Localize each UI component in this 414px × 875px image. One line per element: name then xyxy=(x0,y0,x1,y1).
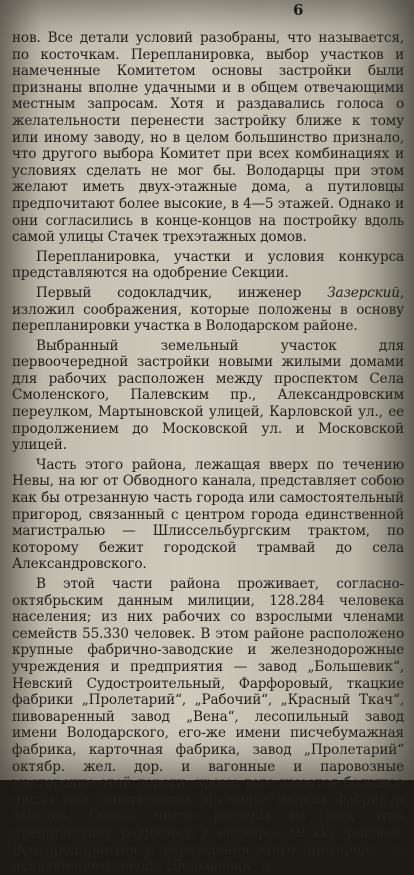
paragraph: Выбранный земельный участок для первоочередной застройки новыми жилыми домами для рабочих расположен между проспектом Села Смоленского, Палевским пр., Александровским переулком, Мартыновской улицей, Карловской ул., ее продолжением до Московской ул. и Московской улицей. xyxy=(12,337,404,454)
paragraph-text: Первый содокладчик, инженер xyxy=(36,284,328,301)
paragraph: Перепланировка, участки и условия конкурса представляются на одобрение Секции. xyxy=(12,248,404,282)
paragraph xyxy=(12,285,404,335)
paragraph-text: , изложил соображения, которые положены в основу перепланировки участка в Володарском районе. xyxy=(12,284,404,335)
body-text xyxy=(12,30,404,875)
paragraph: Часть этого района, лежащая вверх по течению Невы, на юг от Обводного канала, представляет собою как бы отрезанную часть города или самостоятельный пригород, связанный с центром города единственной магистралью — Шлиссельбургским трактом, по которому бежит городской трамвай до села Александровского. xyxy=(12,456,404,573)
paragraph: В этой части района проживает, согласно-октябрьским данным милиции, 128.284 человека населения; из них рабочих со взрослыми членами семейств 55.330 человек. В этом районе расположено крупные фабрично-заводские и железнодорожные учреждения и предприятия — завод „Большевик“, Невский Судостроительный, Фарфоровый, ткацкие фабрики „Пролетарий“, „Рабочий“, „Красный Ткач“, пивоваренный завод „Вена“, лесопильный завод имени Володарского, его-же имени писчебумажная фабрика, карточная фабрика, завод „Пролетарий“ октябр. жел. дор. и вагонные и паровозные мастерские этой дороги; кроме того имеется большое число уже действующих, но более мелких фабрик и заводов. Общее число рабочих на всех этих предприятиях равнялось в октябре—19.335 человек. Все предприятия и учреждения этого пригорода, за исключением завода „Большевик“ и xyxy=(12,576,404,875)
page-number: 6 xyxy=(293,1,304,19)
paragraph: нов. Все детали условий разобраны, что называется, по косточкам. Перепланировка, выбор участков и намеченные Комитетом основы застройки были признаны вполне удачными и в общем отвечающими местным запросам. Хотя и раздавались голоса о желательности перенести застройку ближе к тому или иному заводу, но в целом большинство признало, что другого выбора Комитет при всех комбинациях и условиях сделать не мог бы. Володарцы при этом желают иметь двух-этажные дома, а путиловцы предпочитают более высокие, в 4—5 этажей. Однако и они согласились в конце-концов на постройку вдоль самой улицы Стачек трехэтажных домов. xyxy=(12,30,404,246)
speaker-name: Зазерский xyxy=(327,284,400,301)
